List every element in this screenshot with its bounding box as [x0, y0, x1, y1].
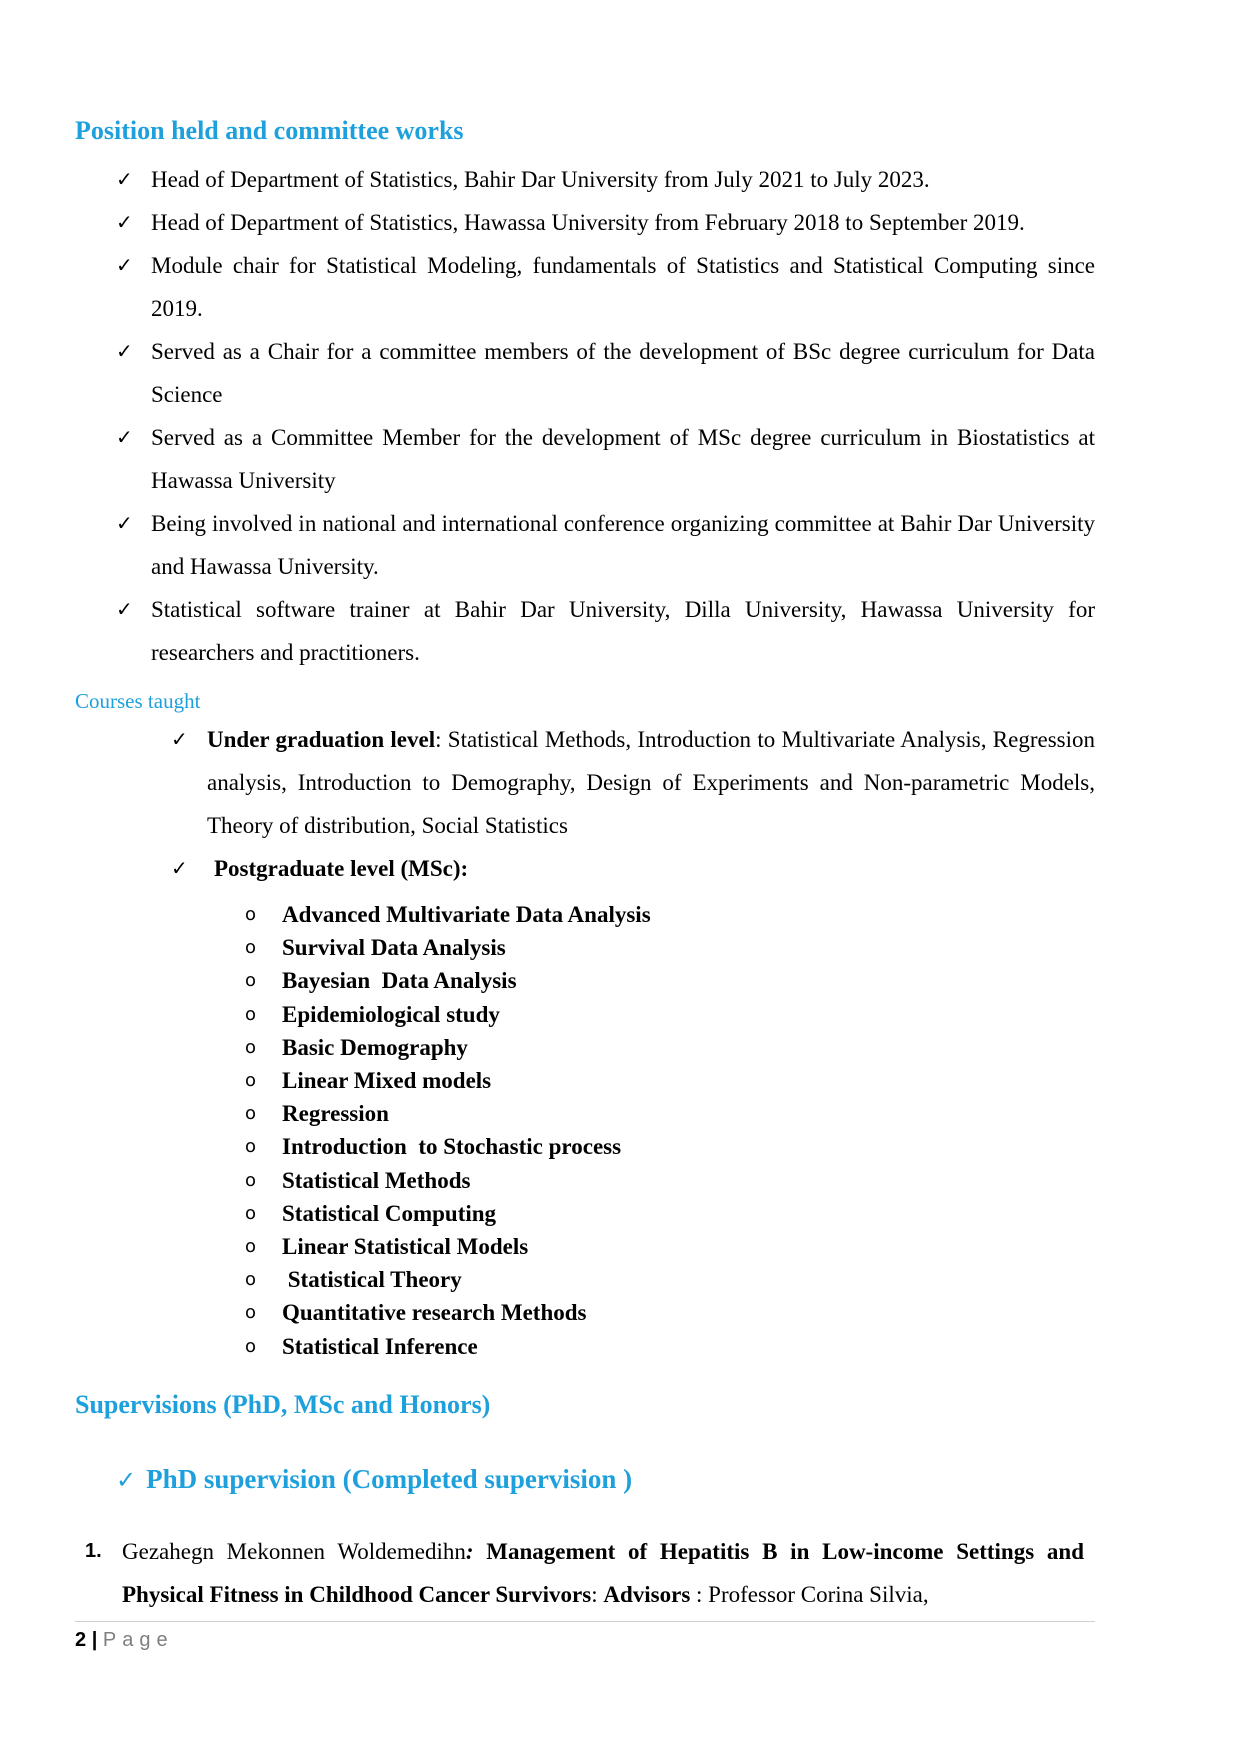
check-icon: ✓ — [116, 210, 133, 234]
position-item: ✓ Head of Department of Statistics, Bahir Dar University from July 2021 to July 2023. — [0, 158, 1095, 201]
circle-bullet-icon: o — [245, 1236, 257, 1258]
msc-course-list — [0, 898, 651, 1363]
msc-course-item: o Statistical Computing — [0, 1197, 651, 1230]
check-icon: ✓ — [171, 856, 188, 880]
postgrad-label: Postgraduate level (MSc): — [214, 856, 469, 881]
msc-course-item: o Linear Statistical Models — [0, 1230, 651, 1263]
footer-separator: | — [91, 1629, 98, 1651]
msc-course-item: o Advanced Multivariate Data Analysis — [0, 898, 651, 931]
check-icon: ✓ — [116, 425, 133, 449]
msc-course-item: o Basic Demography — [0, 1031, 651, 1064]
positions-list — [0, 158, 1095, 674]
supervisions-heading: Supervisions (PhD, MSc and Honors) — [75, 1390, 491, 1419]
msc-course-item: o Bayesian Data Analysis — [0, 964, 651, 997]
undergrad-label: Under graduation level — [207, 727, 436, 752]
position-item: ✓ Statistical software trainer at Bahir Dar University, Dilla University, Hawassa University for researchers and practitioners. — [0, 588, 1095, 674]
check-icon: ✓ — [116, 1466, 137, 1494]
circle-bullet-icon: o — [245, 1169, 257, 1191]
circle-bullet-icon: o — [245, 1335, 257, 1357]
courses-list — [0, 718, 1102, 890]
circle-bullet-icon: o — [245, 1036, 257, 1058]
circle-bullet-icon: o — [245, 1302, 257, 1324]
position-item: ✓ Served as a Chair for a committee members of the development of BSc degree curriculum for Data Science — [0, 330, 1095, 416]
msc-course-item: o Statistical Theory — [0, 1263, 651, 1296]
undergrad-course-item — [0, 718, 1095, 847]
position-item: ✓ Module chair for Statistical Modeling, fundamentals of Statistics and Statistical Computing since 2019. — [0, 244, 1095, 330]
position-item: ✓ Being involved in national and international conference organizing committee at Bahir Dar University and Hawassa University. — [0, 502, 1095, 588]
phd-supervision-heading: ✓ PhD supervision (Completed supervision ) — [116, 1464, 633, 1494]
position-item: ✓ Head of Department of Statistics, Hawassa University from February 2018 to September 2019. — [0, 201, 1095, 244]
thesis-title: Management of Hepatitis B in Low-income Settings and Physical Fitness in Childhood Cancer Survivors — [122, 1539, 1084, 1607]
undergrad-courses: : Statistical Methods, Introduction to Multivariate Analysis, Regression analysis, Introduction to Demography, Design of Experiments and Non-parametric Models, Theory of distribution, Social Statistics — [207, 727, 1096, 838]
circle-bullet-icon: o — [245, 1202, 257, 1224]
student-name: Gezahegn Mekonnen Woldemedihn — [122, 1539, 466, 1564]
circle-bullet-icon: o — [245, 1269, 257, 1291]
positions-heading: Position held and committee works — [75, 116, 464, 145]
circle-bullet-icon: o — [245, 970, 257, 992]
page-label: Page — [102, 1629, 174, 1651]
msc-course-item: o Statistical Inference — [0, 1330, 651, 1363]
msc-course-item: o Epidemiological study — [0, 998, 651, 1031]
phd-entry — [0, 1530, 1084, 1616]
circle-bullet-icon: o — [245, 1003, 257, 1025]
msc-course-item: o Regression — [0, 1097, 651, 1130]
check-icon: ✓ — [171, 727, 188, 751]
circle-bullet-icon: o — [245, 1136, 257, 1158]
msc-course-item: o Linear Mixed models — [0, 1064, 651, 1097]
circle-bullet-icon: o — [245, 1103, 257, 1125]
advisors-label: Advisors — [603, 1582, 691, 1607]
page-footer — [75, 1627, 174, 1653]
name-separator: : — [465, 1539, 487, 1564]
advisors-separator: : — [591, 1582, 604, 1607]
advisors-text: : Professor Corina Silvia, — [690, 1582, 929, 1607]
entry-number: 1. — [85, 1540, 102, 1562]
check-icon: ✓ — [116, 597, 133, 621]
circle-bullet-icon: o — [245, 1070, 257, 1092]
msc-course-item: o Survival Data Analysis — [0, 931, 651, 964]
msc-course-item: o Statistical Methods — [0, 1164, 651, 1197]
check-icon: ✓ — [116, 511, 133, 535]
circle-bullet-icon: o — [245, 937, 257, 959]
postgrad-course-item — [0, 847, 1102, 890]
msc-course-item: o Introduction to Stochastic process — [0, 1130, 651, 1163]
circle-bullet-icon: o — [245, 904, 257, 925]
msc-course-item: o Quantitative research Methods — [0, 1296, 651, 1329]
check-icon: ✓ — [116, 339, 133, 363]
check-icon: ✓ — [116, 253, 133, 277]
entry-text — [122, 1530, 1084, 1616]
check-icon: ✓ — [116, 167, 133, 191]
footer-divider — [75, 1621, 1095, 1622]
page-number: 2 — [75, 1629, 87, 1651]
courses-heading: Courses taught — [75, 689, 201, 713]
position-item: ✓ Served as a Committee Member for the development of MSc degree curriculum in Biostatistics at Hawassa University — [0, 416, 1095, 502]
